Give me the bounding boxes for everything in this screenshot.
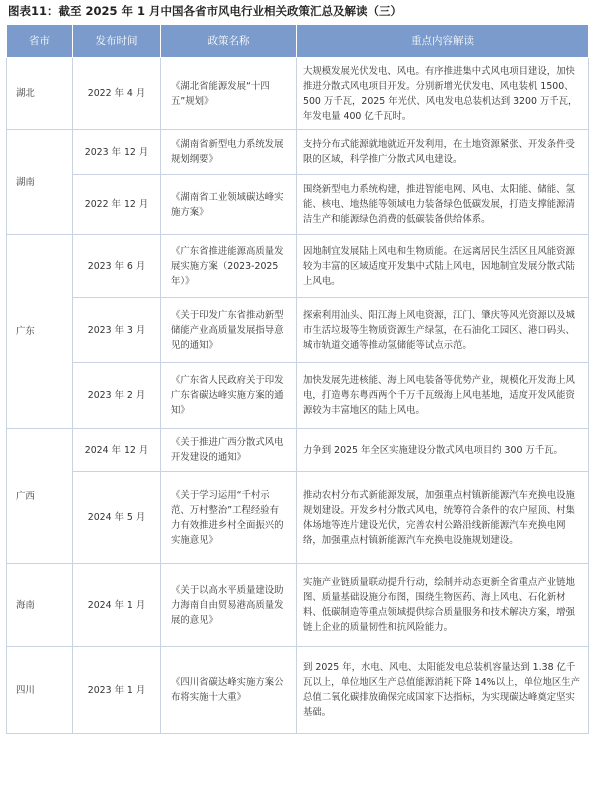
cell-policy: 《关于以高水平质量建设助力海南自由贸易港高质量发展的意见》: [161, 564, 297, 647]
figure-title: 图表11：截至 2025 年 1 月中国各省市风电行业相关政策汇总及解读（三）: [8, 4, 403, 18]
cell-province: 海南: [7, 564, 73, 647]
table-row: [7, 298, 589, 363]
table-row: [7, 647, 589, 734]
table-row: [7, 363, 589, 429]
cell-date: 2023 年 2 月: [73, 363, 161, 429]
table-row: [7, 175, 589, 235]
cell-date: 2022 年 12 月: [73, 175, 161, 235]
cell-content: 到 2025 年，水电、风电、太阳能发电总装机容量达到 1.38 亿千瓦以上，单位地区生产总值能源消耗下降 14%以上，单位地区生产总值二氧化碳排放确保完成国家下达指标，为实现碳达峰奠定坚实基础。: [297, 647, 589, 734]
cell-content: 支持分布式能源就地就近开发利用，在土地资源紧张、开发条件受限的区域，科学推广分散式风电建设。: [297, 130, 589, 175]
cell-date: 2024 年 12 月: [73, 429, 161, 472]
cell-content: 推动农村分布式新能源发展，加强重点村镇新能源汽车充换电设施规划建设。开发乡村分散式风电，统筹符合条件的农户屋顶、村集体场地等连片建设光伏，完善农村公路沿线新能源汽车充换电网络，加强重点村镇新能源汽车充换电设施规划建设。: [297, 472, 589, 564]
cell-content: 大规模发展光伏发电、风电。有序推进集中式风电项目建设，加快推进分散式风电项目开发。分别新增光伏发电、风电装机 1500、500 万千瓦，2025 年光伏、风电发电总装机达到 3200 万千瓦，年发电量 400 亿千瓦时。: [297, 58, 589, 130]
cell-province: 广东: [7, 235, 73, 429]
table-header-row: [7, 25, 589, 58]
cell-date: 2023 年 6 月: [73, 235, 161, 298]
cell-province: 四川: [7, 647, 73, 734]
cell-province: 湖南: [7, 130, 73, 235]
header-date: 发布时间: [73, 25, 161, 58]
cell-content: 探索利用汕头、阳江海上风电资源，江门、肇庆等风光资源以及城市生活垃圾等生物质资源生产绿氢，在石油化工园区、港口码头、城市轨道交通等推动氢储能等试点示范。: [297, 298, 589, 363]
table-row: [7, 564, 589, 647]
table-row: [7, 472, 589, 564]
cell-content: 围绕新型电力系统构建，推进智能电网、风电、太阳能、储能、氢能、核电、地热能等领域电力装备绿色低碳发展，打造支撑能源清洁生产和能源绿色消费的低碳装备供给体系。: [297, 175, 589, 235]
policy-table: [6, 24, 589, 734]
cell-policy: 《广东省推进能源高质量发展实施方案（2023-2025年）》: [161, 235, 297, 298]
cell-policy: 《关于推进广西分散式风电开发建设的通知》: [161, 429, 297, 472]
cell-policy: 《湖南省新型电力系统发展规划纲要》: [161, 130, 297, 175]
cell-date: 2023 年 12 月: [73, 130, 161, 175]
table-row: [7, 58, 589, 130]
cell-policy: 《四川省碳达峰实施方案公布将实施十大重》: [161, 647, 297, 734]
header-policy: 政策名称: [161, 25, 297, 58]
cell-date: 2022 年 4 月: [73, 58, 161, 130]
header-content: 重点内容解读: [297, 25, 589, 58]
cell-policy: 《广东省人民政府关于印发广东省碳达峰实施方案的通知》: [161, 363, 297, 429]
cell-date: 2024 年 1 月: [73, 564, 161, 647]
cell-policy: 《关于印发广东省推动新型储能产业高质量发展指导意见的通知》: [161, 298, 297, 363]
cell-content: 力争到 2025 年全区实施建设分散式风电项目约 300 万千瓦。: [297, 429, 589, 472]
cell-date: 2024 年 5 月: [73, 472, 161, 564]
table-row: [7, 429, 589, 472]
table-row: [7, 235, 589, 298]
cell-policy: 《关于学习运用“千村示范、万村整治”工程经验有力有效推进乡村全面振兴的实施意见》: [161, 472, 297, 564]
cell-province: 广西: [7, 429, 73, 564]
cell-content: 因地制宜发展陆上风电和生物质能。在远离居民生活区且风能资源较为丰富的区域适度开发集中式陆上风电，因地制宜发展分散式陆上风电。: [297, 235, 589, 298]
cell-date: 2023 年 3 月: [73, 298, 161, 363]
cell-date: 2023 年 1 月: [73, 647, 161, 734]
cell-policy: 《湖南省工业领域碳达峰实施方案》: [161, 175, 297, 235]
cell-policy: 《湖北省能源发展“十四五”规划》: [161, 58, 297, 130]
cell-province: 湖北: [7, 58, 73, 130]
table-row: [7, 130, 589, 175]
header-province: 省市: [7, 25, 73, 58]
cell-content: 加快发展先进核能、海上风电装备等优势产业，规模化开发海上风电，打造粤东粤西两个千万千瓦级海上风电基地，适度开发风能资源较为丰富地区的陆上风电。: [297, 363, 589, 429]
cell-content: 实施产业链质量联动提升行动，绘制并动态更新全省重点产业链地图、质量基础设施分布图，围绕生物医药、海上风电、石化新材料、低碳制造等重点领域提供综合质量服务和技术解决方案，增强链上企业的质量韧性和抗风险能力。: [297, 564, 589, 647]
